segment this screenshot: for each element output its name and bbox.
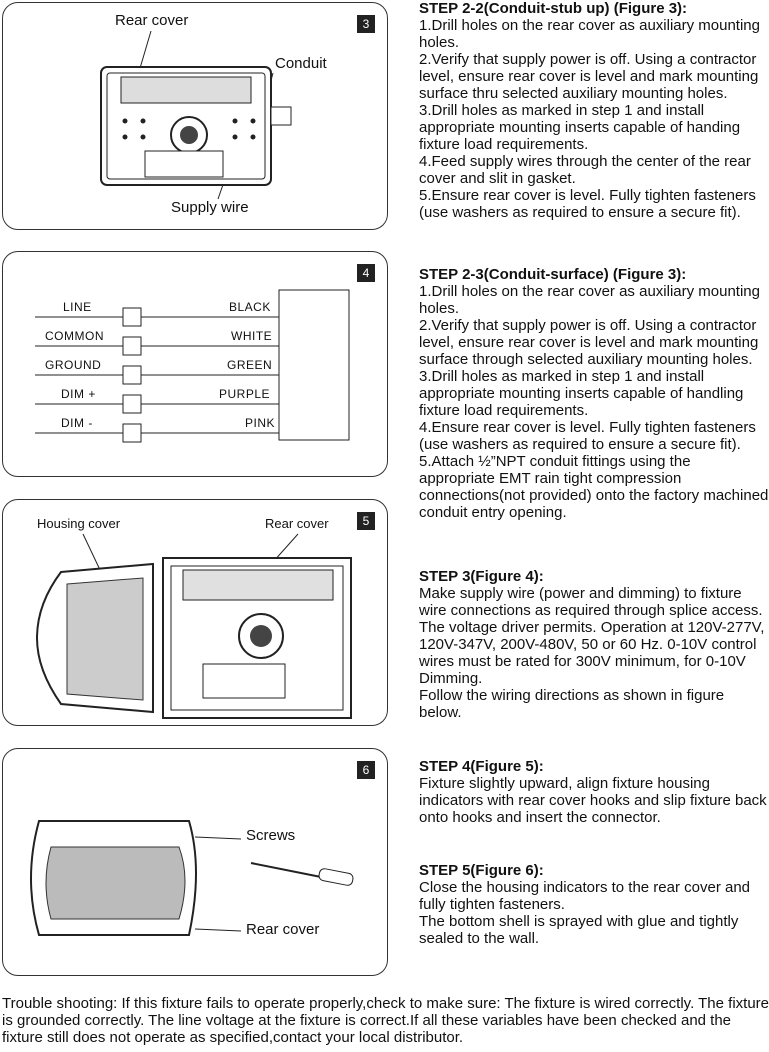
wire-left-label: GROUND [45,358,102,372]
wire-right-label: WHITE [231,329,273,343]
step-line: 5.Ensure rear cover is level. Fully tighten fasteners (use washers as required to ensure a secure fit). [419,187,756,221]
rear-cover-label: Rear cover [246,921,320,938]
wire-right-label: BLACK [229,300,271,314]
step-line: The bottom shell is sprayed with glue and tightly sealed to the wall. [419,913,739,947]
step-line: 2.Verify that supply power is off. Using a contractor level, ensure rear cover is level and mark mounting surface thru selected auxiliary mounting holes. [419,51,759,102]
wire-right-label: PINK [245,416,276,430]
step-title: STEP 5(Figure 6): [419,862,544,879]
closed-fixture-drawing [3,749,389,977]
step-title: STEP 2-2(Conduit-stub up) (Figure 3): [419,0,688,17]
splice-connector [123,395,141,413]
supply-wire-label: Supply wire [171,199,249,216]
figure-number: 4 [357,264,375,282]
step-line: 3.Drill holes as marked in step 1 and install appropriate mounting inserts capable of handling fixture load requirements. [419,368,744,419]
step-line: 1.Drill holes on the rear cover as auxiliary mounting holes. [419,17,760,51]
figure-6-panel [2,748,388,976]
step-line: The voltage driver permits. Operation at 120V-277V, 120V-347V, 200V-480V, 50 or 60 Hz. 0-10V control wires must be rated for 300V minimum, for 0-10V Dimming. [419,619,765,687]
figure-3-panel [2,2,388,230]
step-line: Close the housing indicators to the rear cover and fully tighten fasteners. [419,879,751,913]
step-line: 5.Attach ½”NPT conduit fittings using the appropriate EMT rain tight compression connections(not provided) onto the factory machined conduit entry opening. [419,453,769,521]
step-title: STEP 2-3(Conduit-surface) (Figure 3): [419,266,687,283]
figure-number: 3 [357,15,375,33]
step-line: 1.Drill holes on the rear cover as auxiliary mounting holes. [419,283,760,317]
splice-connector [123,308,141,326]
wire-left-label: DIM + [61,387,96,401]
wire-right-label: PURPLE [219,387,271,401]
rear-cover-drawing [3,3,389,231]
figure-5-panel [2,499,388,726]
conduit-label: Conduit [275,55,327,72]
splice-connector [123,424,141,442]
wire-left-label: COMMON [45,329,104,343]
figure-4-panel [2,251,388,477]
step-line: Fixture slightly upward, align fixture housing indicators with rear cover hooks and slip fixture back onto hooks and insert the connector. [419,775,767,826]
wire-right-label: GREEN [227,358,273,372]
step-3-section [419,568,769,721]
step-line: 4.Ensure rear cover is level. Fully tighten fasteners (use washers as required to ensure a secure fit). [419,419,756,453]
step-line: 2.Verify that supply power is off. Using a contractor level, ensure rear cover is level and mark mounting surface through selected auxiliary mounting holes. [419,317,759,368]
step-title: STEP 4(Figure 5): [419,758,544,775]
step-line: Follow the wiring directions as shown in figure below. [419,687,725,721]
figure-number: 5 [357,512,375,530]
step-line: 3.Drill holes as marked in step 1 and install appropriate mounting inserts capable of handing fixture load requirements. [419,102,741,153]
step-4-section [419,758,769,826]
troubleshooting-note: Trouble shooting: If this fixture fails to operate properly,check to make sure: The fixture is wired correctly. The fixture is grounded correctly. The line voltage at the fixture is correct.If all these variables have been checked and the fixture still does not operate as specified,contact your local distributor. [2,995,769,1046]
wire-left-label: LINE [63,300,92,314]
step-2-3-section [419,266,769,521]
wire-left-label: DIM - [61,416,93,430]
housing-open-drawing [3,500,389,727]
step-5-section [419,862,769,947]
figure-number: 6 [357,761,375,779]
step-line: 4.Feed supply wires through the center of the rear cover and slit in gasket. [419,153,751,187]
rear-cover-label: Rear cover [265,516,329,531]
housing-cover-label: Housing cover [37,516,121,531]
step-title: STEP 3(Figure 4): [419,568,544,585]
step-2-2-section [419,0,769,221]
screwdriver-icon [251,863,321,877]
splice-connector [123,337,141,355]
splice-connector [123,366,141,384]
rear-cover-label: Rear cover [115,12,189,29]
step-line: Make supply wire (power and dimming) to fixture wire connections as required through splice access. [419,585,763,619]
screws-label: Screws [246,827,296,844]
